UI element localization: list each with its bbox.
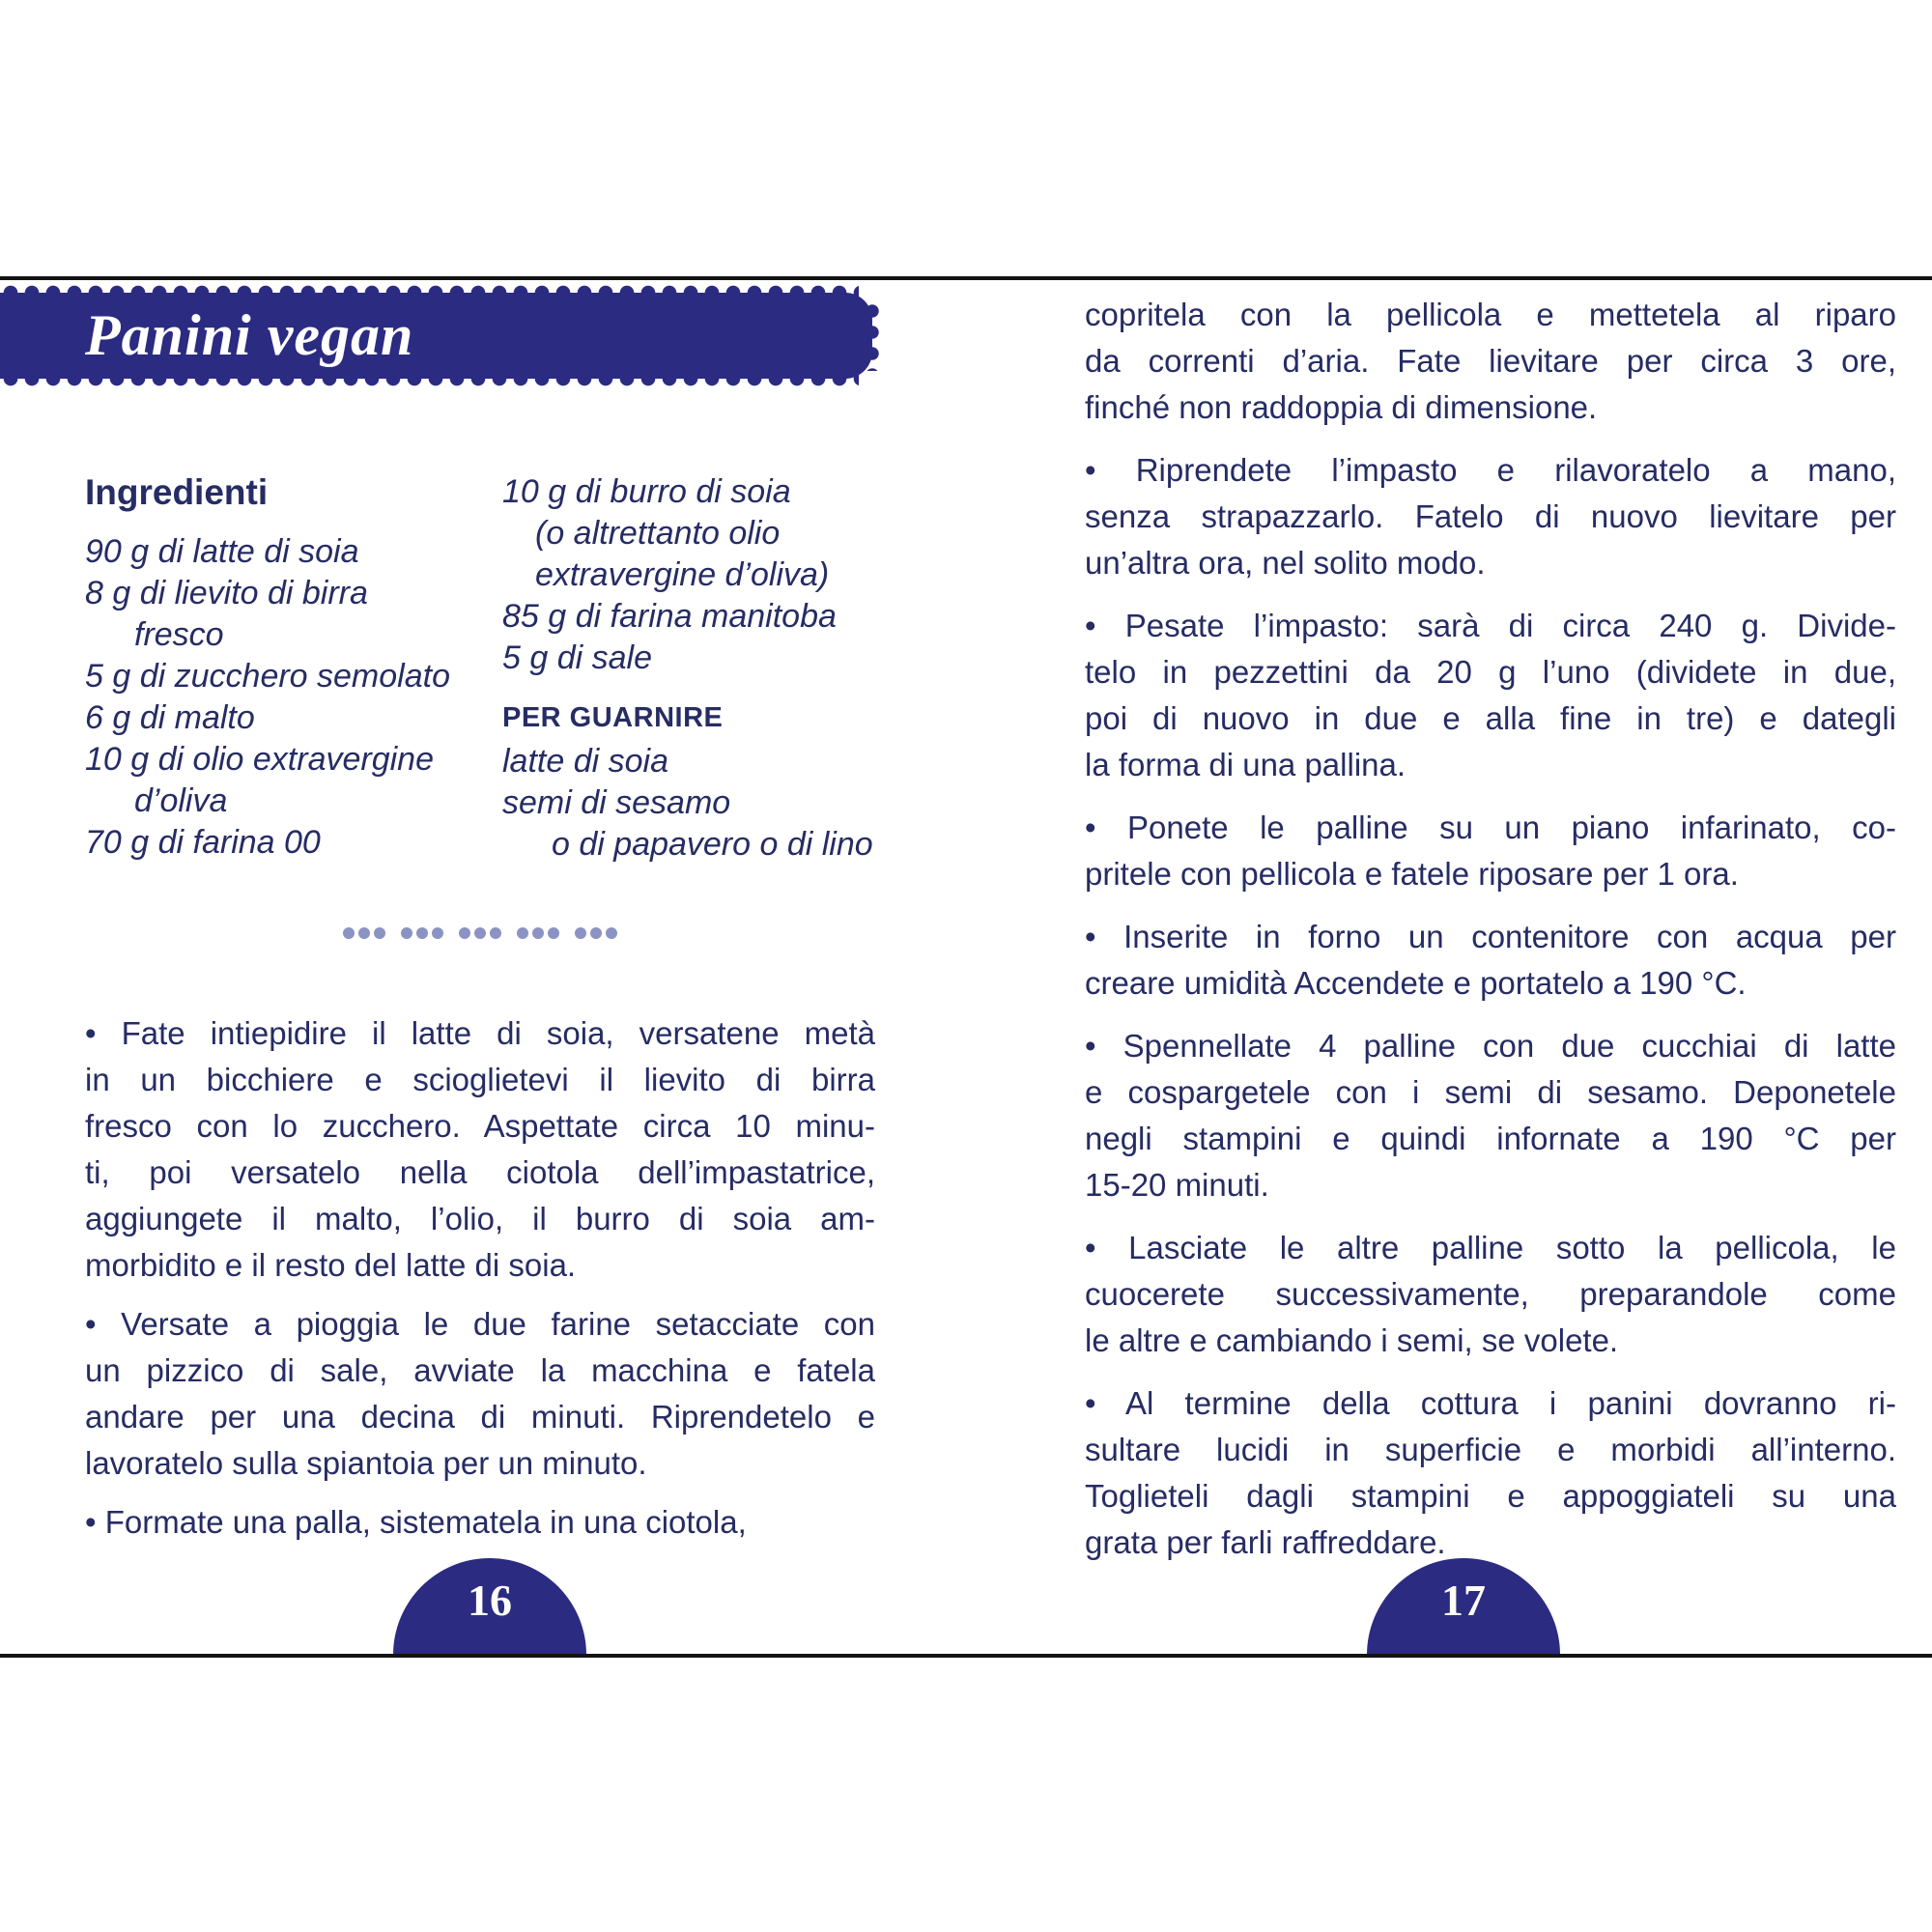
banner-scallop-cap xyxy=(866,300,879,371)
recipe-step-paragraph: copritela con la pellicola e mettetela al riparo da correnti d’aria. Fate lievitare per circa 3 ore, finché non raddoppia di dimensione. xyxy=(1085,297,1896,425)
recipe-title: Panini vegan xyxy=(85,303,414,367)
garnish-list: latte di soia semi di sesamo o di papavero o di lino xyxy=(502,743,873,863)
recipe-step-paragraph: • Pesate l’impasto: sarà di circa 240 g. Divide- telo in pezzettini da 20 g l’uno (dividete in due, poi di nuovo in due e alla fine in tre) e dategli la forma di una pallina. xyxy=(1085,608,1896,782)
recipe-step-paragraph: • Versate a pioggia le due farine setacciate con un pizzico di sale, avviate la macchina e fatela andare per una decina di minuti. Riprendetelo e lavoratelo sulla spiantoia per un minuto. xyxy=(85,1306,875,1481)
ingredients-heading: Ingredienti xyxy=(85,472,269,512)
recipe-title-banner xyxy=(0,293,872,379)
recipe-step-paragraph: • Fate intiepidire il latte di soia, versatene metà in un bicchiere e scioglietevi il lievito di birra fresco con lo zucchero. Aspettate circa 10 minu- ti, poi versatelo nella ciotola dell’impastatrice, aggiungete il malto, l’olio, il burro di soia am- morbidito e il resto del latte di soia. xyxy=(85,1015,875,1283)
bottom-rule xyxy=(0,1654,1932,1658)
recipe-step-paragraph: • Al termine della cottura i panini dovranno ri- sultare lucidi in superficie e morbidi all’interno. Toglieteli dagli stampini e appoggiateli su una grata per farli raffreddare. xyxy=(1085,1385,1896,1560)
page-number-right: 17 xyxy=(1441,1575,1486,1625)
recipe-step-paragraph: • Inserite in forno un contenitore con acqua per creare umidità Accendete e portatelo a 190 °C. xyxy=(1085,919,1896,1001)
ingredients-list-left: 90 g di latte di soia 8 g di lievito di birra fresco 5 g di zucchero semolato 6 g di malto 10 g di olio extravergine d’oliva 70 g di farina 00 xyxy=(85,533,450,861)
recipe-step-paragraph: • Formate una palla, sistematela in una ciotola, xyxy=(85,1504,747,1540)
recipe-step-paragraph: • Spennellate 4 palline con due cucchiai di latte e cospargetele con i semi di sesamo. Deponetele negli stampini e quindi infornate a 190 °C per 15-20 minuti. xyxy=(1085,1028,1896,1203)
ingredients-column-1 xyxy=(85,471,502,866)
garnish-heading: PER GUARNIRE xyxy=(502,702,724,733)
page-number-left: 16 xyxy=(468,1575,512,1625)
section-divider-dots xyxy=(85,927,875,939)
page-number-tab-left xyxy=(393,1558,586,1655)
recipe-step-paragraph: • Lasciate le altre palline sotto la pellicola, le cuocerete successivamente, preparandole come le altre e cambiando i semi, se volete. xyxy=(1085,1230,1896,1358)
left-page-column xyxy=(85,471,875,1558)
ingredients-column-2 xyxy=(502,471,875,866)
recipe-step-paragraph: • Riprendete l’impasto e rilavoratelo a mano, senza strapazzarlo. Fatelo di nuovo lievitare per un’altra ora, nel solito modo. xyxy=(1085,452,1896,581)
recipe-step-paragraph: • Ponete le palline su un piano infarinato, co- pritele con pellicola e fatele riposare per 1 ora. xyxy=(1085,810,1896,892)
right-page-column xyxy=(1085,292,1896,1582)
top-rule xyxy=(0,276,1932,280)
ingredients-list-right: 10 g di burro di soia (o altrettanto olio extravergine d’oliva) 85 g di farina manitoba 5 g di sale xyxy=(502,473,837,676)
ingredients-section xyxy=(85,471,875,866)
